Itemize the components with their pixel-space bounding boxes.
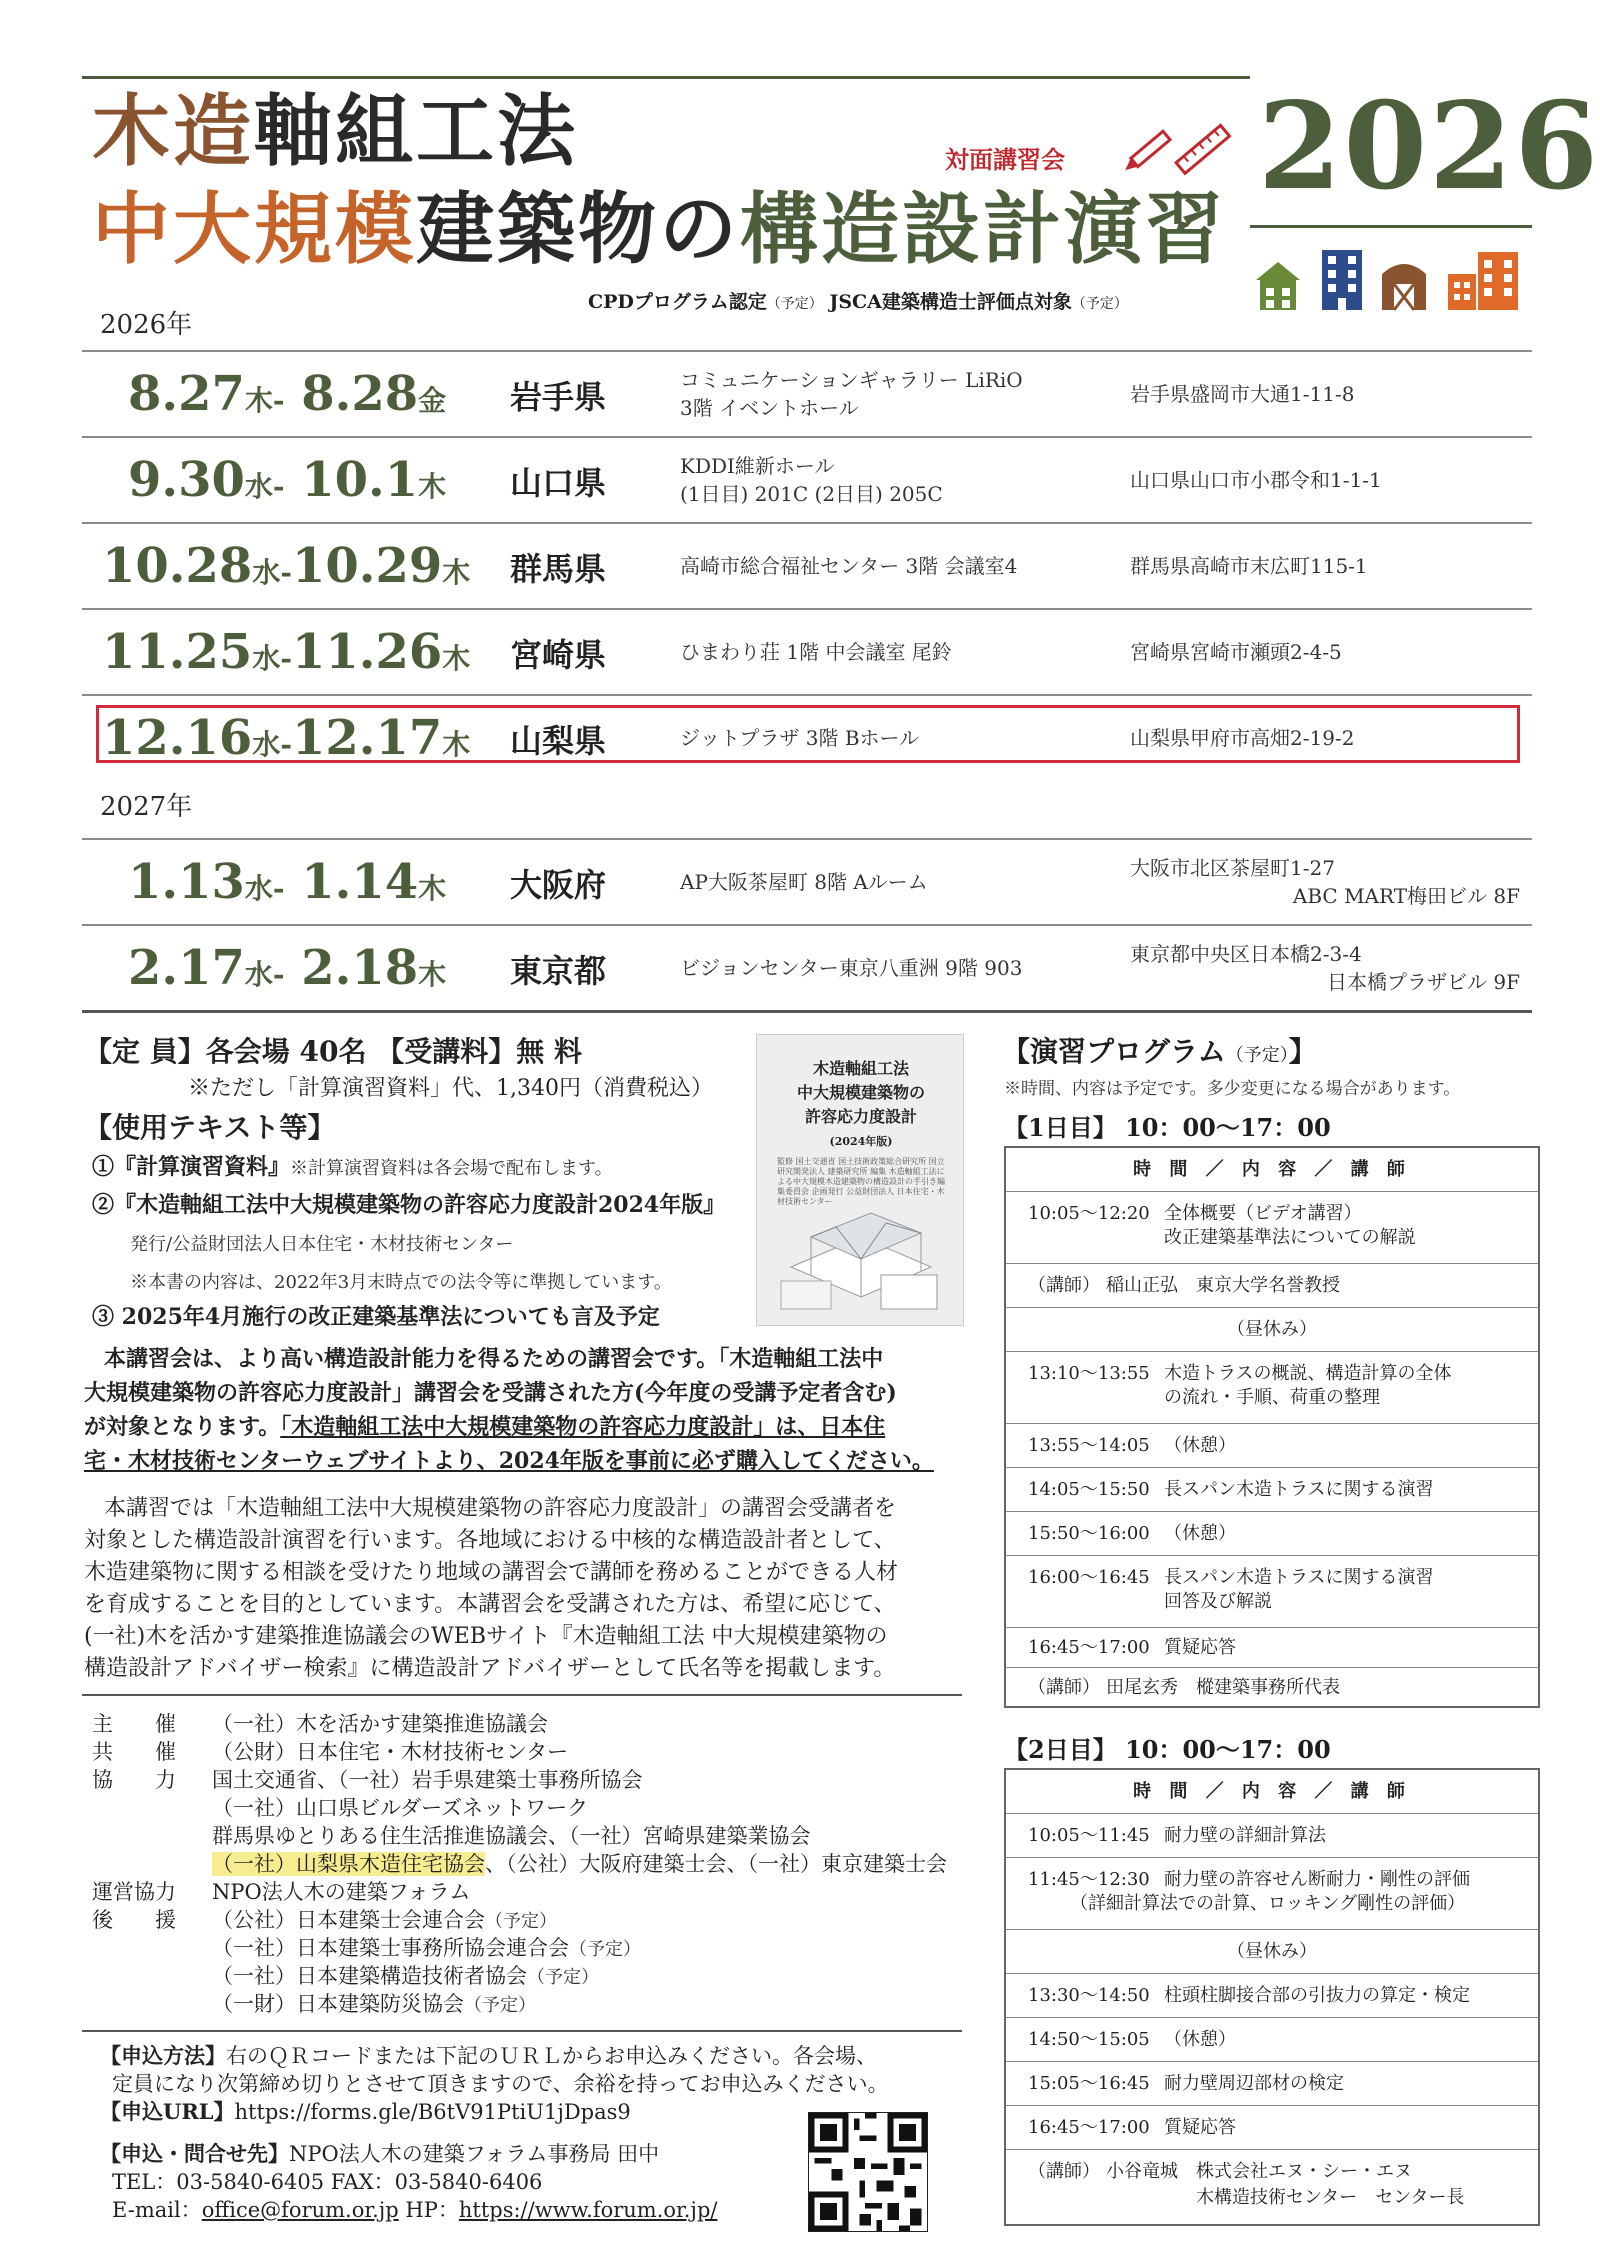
title-line-1 [92,82,578,182]
table-row: 13:30〜14:50 柱頭柱脚接合部の引抜力の算定・検定 [1006,1974,1538,2018]
jsca-text: JSCA建築構造士評価点対象 [829,291,1072,313]
book-cover [756,1034,964,1326]
row-address: 宮崎県宮崎市瀬頭2-4-5 [1130,640,1342,664]
book-edition: (2024年版) [829,1135,893,1148]
year-label-2026: 2026年 [100,310,193,340]
book-title: 木造軸組工法 中大規模建築物の 許容応力度設計 [796,1059,925,1126]
row-prefecture: 山口県 [510,464,607,502]
cpd-note: （予定） [766,296,823,312]
program-heading: 【演習プログラム（予定）】 [1002,1035,1317,1068]
hp-link[interactable]: https://www.forum.or.jp/ [458,2198,718,2222]
intro-line: 宅・木材技術センターウェブサイトより、2024年版を事前に必ず購入してください。 [84,1448,934,1474]
row-date: 12.16水-12.17木 [102,710,471,766]
qr-code-icon[interactable] [808,2112,928,2232]
pencil-ruler-icon [1122,118,1232,180]
title-part: 軸組工法 [254,86,579,177]
text-item-3: ③ 2025年4月施行の改正建築基準法についても言及予定 [92,1304,660,1330]
text-item-1: ①『計算演習資料』※計算演習資料は各会場で配布します。 [92,1154,613,1180]
title-part: 木造 [92,86,255,177]
schedule-row [82,608,1532,694]
table-row: 15:50〜16:00 （休憩） [1006,1512,1538,1556]
description-line: 対象とした構造設計演習を行います。各地域における中核的な構造設計者として、 [84,1528,896,1553]
description-line: 本講習では「木造軸組工法中大規模建築物の許容応力度設計」の講習会受講者を [104,1496,897,1521]
schedule-row [82,924,1532,1010]
table-row: （昼休み） [1006,1930,1538,1974]
table-header: 時 間 ／ 内 容 ／ 講 師 [1006,1148,1538,1192]
program-note: ※時間、内容は予定です。多少変更になる場合があります。 [1004,1079,1461,1099]
buildings-icon [1252,244,1532,314]
row-venue: ビジョンセンター東京八重洲 9階 903 [680,956,1023,980]
row-date: 8.27木- 8.28金 [128,366,447,422]
table-row: 13:55〜14:05 （休憩） [1006,1424,1538,1468]
description-line: 構造設計アドバイザー検索』に構造設計アドバイザーとして氏名等を掲載します。 [84,1656,896,1681]
apply-method-line: 定員になり次第締め切りとさせて頂きますので、余裕を持ってお申込みください。 [112,2072,889,2096]
table-row: （講師） 稲山正弘 東京大学名誉教授 [1006,1264,1538,1308]
row-prefecture: 山梨県 [510,722,607,760]
day1-heading: 【1日目】 10：00〜17：00 [1004,1113,1331,1142]
org-coop-line: （一社）山口県ビルダーズネットワーク [212,1796,589,1820]
apply-method: 【申込方法】右のＱＲコードまたは下記のＵＲＬからお申込みください。各会場、 [100,2043,877,2068]
intro-line: 本講習会は、より高い構造設計能力を得るための講習会です。「木造軸組工法中 [104,1346,884,1372]
book-illustration [771,1197,953,1317]
title-part: 構造設計演習 [740,184,1227,275]
book-small-text: 監修 国土交通省 国土技術政策総合研究所 国立研究開発法人 建築研究所 編集 木造軸組工法による中大規模木造建築物の構造設計の手引き編集委員会 企画発行 公益財団法人 日本住宅・木材技術センター [777,1157,945,1206]
text-item-2-note: ※本書の内容は、2022年3月末時点での法令等に準拠しています。 [130,1272,672,1293]
tagline: 対面講習会 [945,145,1065,174]
table-row: 11:45〜12:30 耐力壁の許容せん断耐力・剛性の評価 （詳細計算法での計算、ロッキング剛性の評価） [1006,1858,1538,1930]
row-prefecture: 大阪府 [510,866,607,904]
row-venue: ひまわり荘 1階 中会議室 尾鈴 [680,640,952,664]
apply-url: 【申込URL】https://forms.gle/B6tV91PtiU1jDpas9 [100,2099,631,2124]
orgs-top-rule [82,1694,962,1696]
jsca-note: （予定） [1071,296,1128,312]
day1-table [1004,1146,1540,1708]
table-row: （講師） 田尾玄秀 樅建築事務所代表 [1028,1677,1340,1698]
table-row: 10:05〜11:45 耐力壁の詳細計算法 [1006,1814,1538,1858]
text-heading: 【使用テキスト等】 [84,1111,336,1144]
row-prefecture: 岩手県 [510,378,607,416]
text-item-2-publisher: 発行/公益財団法人日本住宅・木材技術センター [130,1234,514,1255]
table-row: 16:00〜16:45 長スパン木造トラスに関する演習 回答及び解説 [1006,1556,1538,1628]
row-venue: 高崎市総合福祉センター 3階 会議室4 [680,554,1018,578]
fee-note: ※ただし「計算演習資料」代、1,340円（消費税込） [188,1076,713,1101]
row-address: 岩手県盛岡市大通1-11-8 [1130,382,1355,406]
table-row: （講師） 小谷竜城 株式会社エヌ・シー・エヌ 木構造技術センター センター長 [1028,2161,1465,2208]
row-address: 大阪市北区茶屋町1-27 ABC MART梅田ビル 8F [1130,856,1520,908]
schedule-row [82,350,1532,436]
org-coop-line: 群馬県ゆとりある住生活推進協議会、（一社）宮崎県建築業協会 [212,1824,811,1848]
top-rule [82,76,1250,79]
org-coop: 協 力 国土交通省、（一社）岩手県建築士事務所協会 [92,1768,643,1792]
row-address: 東京都中央区日本橋2-3-4 日本橋プラザビル 9F [1130,942,1520,994]
row-date: 10.28水-10.29木 [102,538,471,594]
day2-heading: 【2日目】 10：00〜17：00 [1004,1735,1331,1764]
row-prefecture: 宮崎県 [510,636,607,674]
contact-tel: TEL：03-5840-6405 FAX：03-5840-6406 [112,2170,543,2194]
highlight-frame [96,705,1520,763]
description-line: (一社)木を活かす建築推進協議会のWEBサイト『木造軸組工法 中大規模建築物の [84,1624,888,1649]
row-prefecture: 群馬県 [510,550,607,588]
schedule-row [82,436,1532,522]
org-support-line: （一社）日本建築士事務所協会連合会（予定） [212,1936,641,1960]
row-date: 2.17水- 2.18木 [128,940,447,996]
intro-line: 大規模建築物の許容応力度設計」講習会を受講された方(今年度の受講予定者含む) [84,1380,897,1406]
text-item-2: ②『木造軸組工法中大規模建築物の許容応力度設計2024年版』 [92,1192,726,1218]
year-rule [1250,225,1532,228]
row-venue: AP大阪茶屋町 8階 Aルーム [680,870,928,894]
table-row: 10:05〜12:20 全体概要（ビデオ講習） 改正建築基準法についての解説 [1006,1192,1538,1264]
table-row: 13:10〜13:55 木造トラスの概説、構造計算の全体 の流れ・手順、荷重の整理 [1006,1352,1538,1424]
schedule-bottom-rule [82,1010,1532,1013]
table-header: 時 間 ／ 内 容 ／ 講 師 [1006,1770,1538,1814]
row-venue: コミュニケーションギャラリー LiRiO 3階 イベントホール [680,368,1023,420]
apply-url-link[interactable]: https://forms.gle/B6tV91PtiU1jDpas9 [234,2100,631,2124]
capacity-fee: 【定 員】各会場 40名 【受講料】無 料 [84,1035,582,1068]
cpd-line [588,287,1128,314]
row-prefecture: 東京都 [510,952,607,990]
schedule-row [82,522,1532,608]
table-row: （昼休み） [1006,1308,1538,1352]
org-operation: 運営協力 NPO法人木の建築フォラム [92,1880,471,1904]
row-address: 群馬県高崎市末広町115-1 [1130,554,1368,578]
row-venue: ジットプラザ 3階 Bホール [680,726,920,750]
apply-top-rule [82,2030,962,2032]
table-row: 14:05〜15:50 長スパン木造トラスに関する演習 [1006,1468,1538,1512]
title-part: 中大規模 [92,184,417,275]
title-part: 建築物の [416,184,741,275]
table-row: 14:50〜15:05 （休憩） [1006,2018,1538,2062]
row-date: 9.30水- 10.1木 [128,452,447,508]
contact: 【申込・問合せ先】NPO法人木の建築フォラム事務局 田中 [100,2141,660,2166]
cpd-text: CPDプログラム認定 [588,291,767,313]
table-row: 16:45〜17:00 質疑応答 [1006,1628,1538,1668]
title-line-2 [92,180,1226,280]
description-line: を育成することを目的としています。本講習会を受講された方は、希望に応じて、 [84,1592,896,1617]
day2-table [1004,1768,1540,2226]
row-date: 1.13水- 1.14木 [128,854,447,910]
intro-line: が対象となります。「木造軸組工法中大規模建築物の許容応力度設計」は、日本住 [84,1414,886,1440]
org-coop-line: （一社）山梨県木造住宅協会、（公社）大阪府建築士会、（一社）東京建築士会 [212,1852,947,1876]
email-link[interactable]: office@forum.or.jp [201,2198,399,2222]
row-date: 11.25水-11.26木 [102,624,471,680]
org-support-line: （一財）日本建築防災協会（予定） [212,1992,536,2016]
org-support: 後 援 （公社）日本建築士会連合会（予定） [92,1908,557,1932]
year-label-2027: 2027年 [100,792,193,822]
row-address: 山口県山口市小郡令和1-1-1 [1130,468,1382,492]
row-venue: KDDI維新ホール (1日目) 201C (2日目) 205C [680,454,943,506]
table-row: 15:05〜16:45 耐力壁周辺部材の検定 [1006,2062,1538,2106]
table-row: 16:45〜17:00 質疑応答 [1006,2106,1538,2150]
org-support-line: （一社）日本建築構造技術者協会（予定） [212,1964,599,1988]
org-co: 共 催 （公財）日本住宅・木材技術センター [92,1740,569,1764]
row-address: 山梨県甲府市高畑2-19-2 [1130,726,1355,750]
year-title: 2026 [1258,76,1600,217]
description-line: 木造建築物に関する相談を受けたり地域の講習会で講師を務めることができる人材 [84,1560,899,1585]
contact-email-hp: E-mail：office@forum.or.jp HP：https://www.forum.or.jp/ [112,2198,718,2222]
schedule-row [82,838,1532,924]
org-main: 主 催 （一社）木を活かす建築推進協議会 [92,1712,548,1736]
